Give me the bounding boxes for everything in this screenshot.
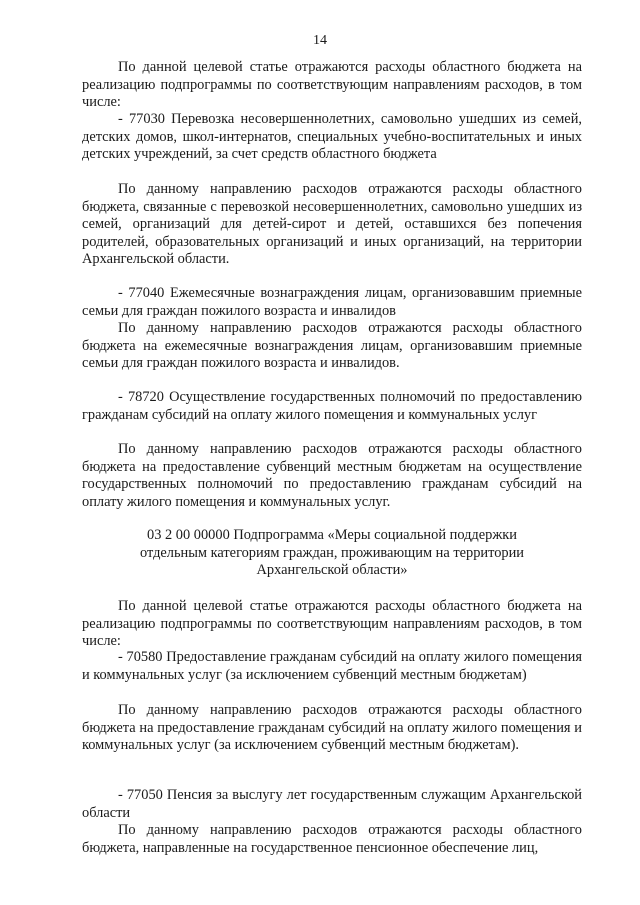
paragraph-text: По данному направлению расходов отражаются расходы областного бюджета на предоставление гражданам субсидий на оплату жилого помещения и коммунальных услуг (за исключением субвенций местным бюджетам). — [82, 702, 582, 754]
paragraph-text: По данному направлению расходов отражаются расходы областного бюджета на ежемесячные вознаграждения лицам, организовавшим приемные семьи для граждан пожилого возраста и инвалидов. — [82, 320, 582, 372]
list-item-text: - 70580 Предоставление гражданам субсидий на оплату жилого помещения и коммунальных услуг (за исключением субвенций местным бюджетам) — [82, 649, 582, 683]
paragraph-text: По данной целевой статье отражаются расходы областного бюджета на реализацию подпрограммы по соответствующим направлениям расходов, в том числе: — [82, 598, 582, 650]
description-77040 — [82, 320, 582, 373]
heading-line: Архангельской области» — [256, 562, 408, 579]
intro-paragraph — [82, 59, 582, 112]
paragraph-text: По данной целевой статье отражаются расходы областного бюджета на реализацию подпрограммы по соответствующим направлениям расходов, в том числе: — [82, 59, 582, 111]
list-item-text: - 77050 Пенсия за выслугу лет государственным служащим Архангельской области — [82, 787, 582, 821]
paragraph-text: По данному направлению расходов отражаются расходы областного бюджета на предоставление субвенций местным бюджетам на осуществление государственных полномочий по предоставлению гражданам субсидий на оплату жилого помещения и коммунальных услуг. — [82, 441, 582, 510]
description-77050 — [82, 822, 582, 857]
intro-paragraph-2 — [82, 598, 582, 651]
page-number: 14 — [313, 33, 327, 48]
paragraph-text: По данному направлению расходов отражаются расходы областного бюджета, направленные на государственное пенсионное обеспечение лиц, — [82, 822, 582, 856]
paragraph-text: По данному направлению расходов отражаются расходы областного бюджета, связанные с перевозкой несовершеннолетних, самовольно ушедших из семей, организаций для детей-сирот и детей, оставшихся без попечения родителей, образовательных организаций и иных организаций, на территории Архангельской области. — [82, 181, 582, 268]
list-item-text: - 77030 Перевозка несовершеннолетних, самовольно ушедших из семей, детских домов, школ-интернатов, специальных учебно-воспитательных и иных детских учреждений, за счет средств областного бюджета — [82, 111, 582, 163]
list-item-77040 — [82, 285, 582, 320]
list-item-77030 — [82, 111, 582, 164]
description-70580 — [82, 702, 582, 755]
list-item-78720 — [82, 389, 582, 424]
heading-line: 03 2 00 00000 Подпрограмма «Меры социальной поддержки — [147, 527, 517, 543]
description-77030 — [82, 181, 582, 269]
list-item-77050 — [82, 787, 582, 822]
heading-line: отдельным категориям граждан, проживающим на территории — [139, 544, 525, 561]
list-item-text: - 77040 Ежемесячные вознаграждения лицам, организовавшим приемные семьи для граждан пожилого возраста и инвалидов — [82, 285, 582, 319]
description-78720 — [82, 441, 582, 511]
list-item-text: - 78720 Осуществление государственных полномочий по предоставлению гражданам субсидий на оплату жилого помещения и коммунальных услуг — [82, 389, 582, 423]
list-item-70580 — [82, 649, 582, 684]
subprogram-heading — [82, 527, 582, 580]
